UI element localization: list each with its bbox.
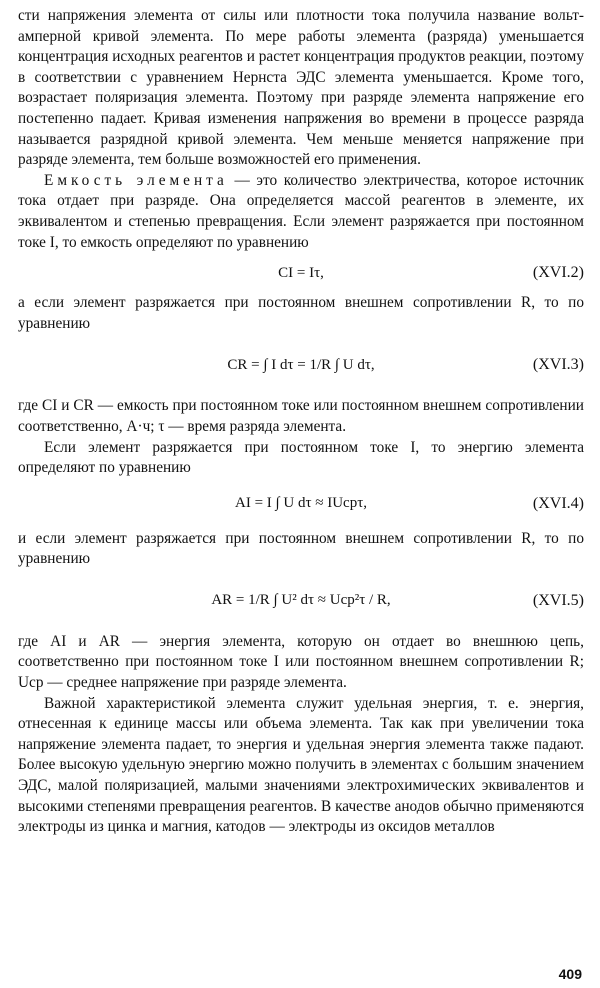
paragraph-1: сти напряжения элемента от силы или плотности тока получила название вольт-амперной кривой элемента. По мере работы элемента (разряда) уменьшается концентрация исходных реагентов и растет концентрация продуктов реакции, поэтому в соответствии с уравнением Нернста ЭДС элемента уменьшается. Кроме того, возрастает поляризация элемента. Поэтому при разряде элемента напряжение его постепенно падает. Кривая изменения напряжения во времени в процессе разряда называется разрядной кривой элемента. Чем меньше меняется напряжение при разряде элемента, тем больше возможностей его применения. — [18, 7, 584, 169]
page-number: 409 — [558, 966, 582, 982]
equation-xvi-4 — [18, 479, 584, 529]
paragraph-6: и если элемент разряжается при постоянном внешнем сопротивлении R, то по уравнению — [18, 529, 584, 568]
paragraph-3: а если элемент разряжается при постоянном внешнем сопротивлении R, то по уравнению — [18, 294, 584, 332]
paragraph-4: где CI и CR — емкость при постоянном токе или постоянном внешнем сопротивлении соответственно, А·ч; τ — время разряда элемента. — [18, 397, 584, 435]
paragraph-2-rest: — это количество электричества, которое источник тока отдает при разряде. Она определяется массой реагентов в элементе, их эквивалентом и степенью превращения. Если элемент разряжается при постоянном токе I, то емкость определяют по уравнению — [18, 171, 584, 251]
paragraph-5: Если элемент разряжается при постоянном токе I, то энергию элемента определяют по уравнению — [18, 438, 584, 477]
equation-xvi-5 — [18, 570, 584, 632]
equation-xvi-2-body: CI = Iτ, — [278, 264, 324, 281]
equation-xvi-2 — [18, 253, 584, 293]
equation-xvi-5-number: (XVI.5) — [532, 591, 584, 609]
equation-xvi-3 — [18, 334, 584, 396]
paragraph-7: где AI и AR — энергия элемента, которую он отдает во внешнюю цепь, соответственно при постоянном токе I или постоянном внешнем сопротивлении R; Ucp — среднее напряжение при разряде элемента. — [18, 632, 584, 692]
equation-xvi-2-number: (XVI.2) — [532, 264, 584, 282]
equation-xvi-5-body: AR = 1/R ∫ U² dτ ≈ Ucp²τ / R, — [211, 592, 391, 609]
equation-xvi-3-body: CR = ∫ I dτ = 1/R ∫ U dτ, — [227, 356, 375, 373]
equation-xvi-3-number: (XVI.3) — [532, 356, 584, 374]
equation-xvi-4-body: AI = I ∫ U dτ ≈ IUcpτ, — [235, 495, 367, 512]
paragraph-2 — [18, 171, 584, 253]
page-text — [18, 6, 584, 838]
equation-xvi-4-number: (XVI.4) — [532, 494, 584, 512]
paragraph-8: Важной характеристикой элемента служит удельная энергия, т. е. энергия, отнесенная к единице массы или объема элемента. Так как при увеличении тока напряжение элемента падает, то энергия и удельная энергия элемента также падают. Более высокую удельную энергию можно получить в элементах с большим значением ЭДС, малой поляризацией, малыми значениями электрохимических эквивалентов и высокими степенями превращения реагентов. В качестве анодов обычно применяются электроды из цинка и магния, катодов — электроды из оксидов металлов — [18, 694, 584, 836]
term-capacity: Емкость элемента — [44, 171, 228, 189]
